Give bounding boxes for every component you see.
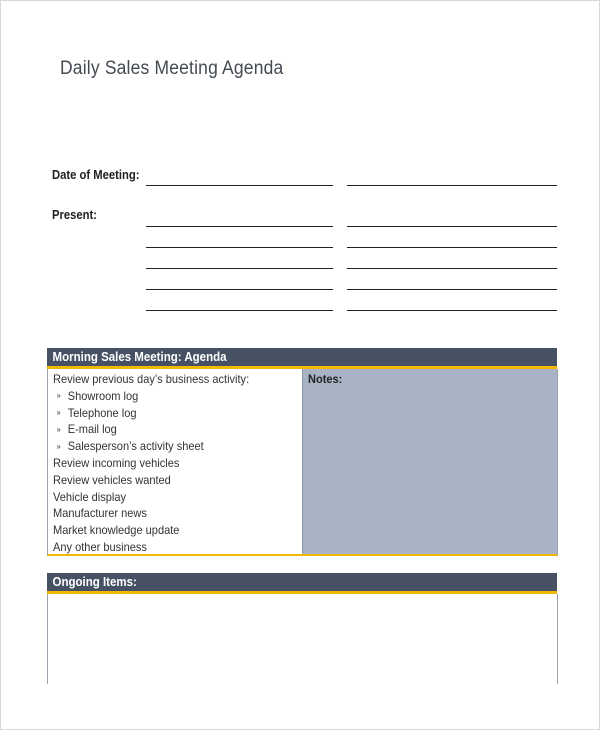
agenda-item <box>53 489 283 506</box>
agenda-item-text: Review vehicles wanted <box>53 472 171 487</box>
agenda-item <box>53 472 283 489</box>
agenda-header-title: Morning Sales Meeting: Agenda <box>52 350 227 364</box>
ongoing-section-header <box>47 573 557 594</box>
agenda-item-text: Review incoming vehicles <box>53 455 180 470</box>
ongoing-items-area[interactable] <box>47 594 558 684</box>
agenda-item <box>53 371 283 388</box>
present-line-left-2[interactable] <box>146 247 333 248</box>
agenda-item-text: Review previous day’s business activity: <box>53 372 250 386</box>
present-line-right-5[interactable] <box>347 310 557 311</box>
agenda-item-text: E-mail log <box>67 422 117 437</box>
agenda-item <box>53 505 283 522</box>
agenda-item-text: Market knowledge update <box>53 523 180 538</box>
present-line-right-1[interactable] <box>347 226 557 227</box>
agenda-table <box>47 369 558 556</box>
agenda-item-text: Telephone log <box>67 405 137 420</box>
agenda-sub-item <box>53 388 283 405</box>
present-label: Present: <box>52 208 98 222</box>
notes-panel[interactable] <box>302 369 557 554</box>
agenda-section-header <box>47 348 557 369</box>
bullet-arrow-icon: » <box>56 441 61 451</box>
ongoing-header-title: Ongoing Items: <box>52 575 137 589</box>
agenda-item <box>53 522 283 539</box>
bullet-arrow-icon: » <box>56 391 61 401</box>
agenda-item-text: Any other business <box>53 539 147 554</box>
agenda-item-list <box>53 371 283 556</box>
agenda-item <box>53 539 283 556</box>
agenda-item-text: Salesperson’s activity sheet <box>67 439 204 454</box>
bullet-arrow-icon: » <box>56 424 61 434</box>
present-line-left-4[interactable] <box>146 289 333 290</box>
date-field-line-right[interactable] <box>347 185 557 186</box>
agenda-item <box>53 455 283 472</box>
present-line-right-4[interactable] <box>347 289 557 290</box>
present-line-left-3[interactable] <box>146 268 333 269</box>
present-line-left-1[interactable] <box>146 226 333 227</box>
agenda-sub-item <box>53 405 283 422</box>
agenda-sub-item <box>53 421 283 438</box>
present-line-right-3[interactable] <box>347 268 557 269</box>
present-line-right-2[interactable] <box>347 247 557 248</box>
agenda-item-text: Showroom log <box>67 388 139 403</box>
notes-label: Notes: <box>308 372 343 386</box>
date-field-line-left[interactable] <box>146 185 333 186</box>
agenda-item-text: Manufacturer news <box>53 506 147 521</box>
agenda-item-text: Vehicle display <box>53 489 127 504</box>
document-title: Daily Sales Meeting Agenda <box>60 58 284 79</box>
present-line-left-5[interactable] <box>146 310 333 311</box>
date-of-meeting-label: Date of Meeting: <box>52 168 140 182</box>
bullet-arrow-icon: » <box>56 408 61 418</box>
agenda-sub-item <box>53 438 283 455</box>
